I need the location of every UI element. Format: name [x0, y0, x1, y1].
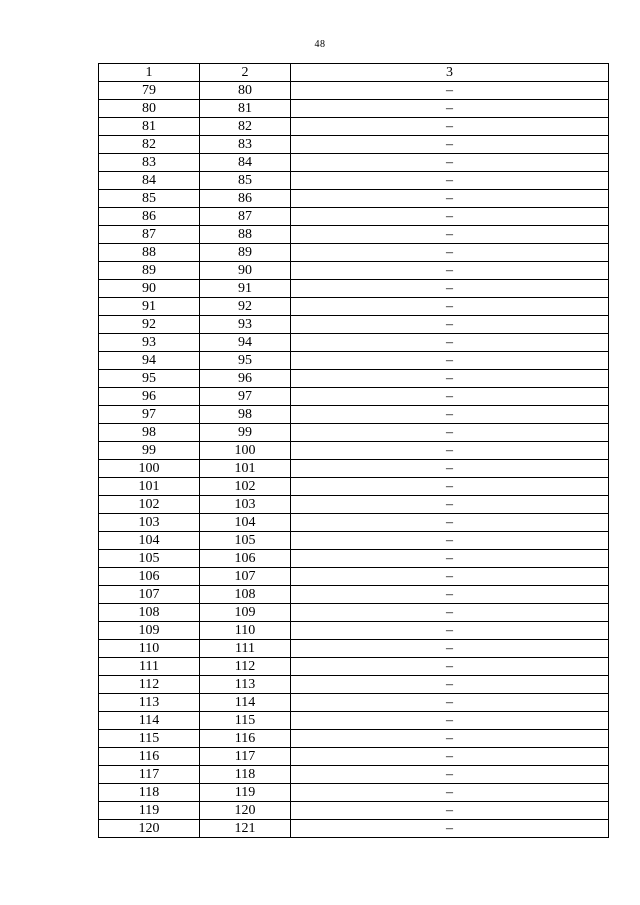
header-row: [99, 64, 609, 82]
table-cell-col-3: –: [291, 784, 609, 802]
table-cell-col-1: 79: [99, 82, 200, 100]
table-cell-col-2: 93: [200, 316, 291, 334]
table-row: [99, 658, 609, 676]
table-row: [99, 460, 609, 478]
table-cell-col-3: –: [291, 712, 609, 730]
table-cell-col-3: –: [291, 262, 609, 280]
table-cell-col-1: 106: [99, 568, 200, 586]
table-row: [99, 622, 609, 640]
table-cell-col-2: 85: [200, 172, 291, 190]
table-row: [99, 694, 609, 712]
table-cell-col-1: 85: [99, 190, 200, 208]
table-cell-col-2: 107: [200, 568, 291, 586]
table-cell-col-2: 82: [200, 118, 291, 136]
table-cell-col-3: –: [291, 694, 609, 712]
table-row: [99, 496, 609, 514]
table-cell-col-1: 94: [99, 352, 200, 370]
table-cell-col-1: 120: [99, 820, 200, 838]
table-cell-col-3: –: [291, 100, 609, 118]
table-cell-col-1: 103: [99, 514, 200, 532]
table-row: [99, 478, 609, 496]
table-row: [99, 730, 609, 748]
table-cell-col-3: –: [291, 370, 609, 388]
table-cell-col-1: 105: [99, 550, 200, 568]
table-row: [99, 244, 609, 262]
table-cell-col-1: 112: [99, 676, 200, 694]
table-row: [99, 82, 609, 100]
table-cell-col-2: 96: [200, 370, 291, 388]
table-row: [99, 712, 609, 730]
table-row: [99, 100, 609, 118]
table-cell-col-1: 81: [99, 118, 200, 136]
page-number: 48: [314, 39, 326, 50]
table-row: [99, 316, 609, 334]
table-cell-col-3: –: [291, 550, 609, 568]
table-cell-col-2: 108: [200, 586, 291, 604]
table-row: [99, 640, 609, 658]
table-cell-col-3: –: [291, 802, 609, 820]
table-cell-col-2: 95: [200, 352, 291, 370]
table-row: [99, 532, 609, 550]
table-cell-col-2: 97: [200, 388, 291, 406]
table-cell-col-1: 118: [99, 784, 200, 802]
table-cell-col-3: –: [291, 730, 609, 748]
table-row: [99, 550, 609, 568]
table-cell-col-3: –: [291, 190, 609, 208]
table-row: [99, 280, 609, 298]
table-cell-col-3: –: [291, 460, 609, 478]
table-row: [99, 136, 609, 154]
table-row: [99, 190, 609, 208]
table-cell-col-1: 96: [99, 388, 200, 406]
table-row: [99, 208, 609, 226]
table-cell-col-3: –: [291, 244, 609, 262]
table-cell-col-3: –: [291, 424, 609, 442]
table-cell-col-1: 116: [99, 748, 200, 766]
table-cell-col-3: –: [291, 172, 609, 190]
table-cell-col-3: –: [291, 568, 609, 586]
data-table: [98, 63, 609, 838]
table-row: [99, 388, 609, 406]
table-cell-col-3: –: [291, 820, 609, 838]
table-cell-col-3: –: [291, 208, 609, 226]
table-row: [99, 568, 609, 586]
table-row: [99, 118, 609, 136]
table-cell-col-1: 83: [99, 154, 200, 172]
table-cell-col-1: 109: [99, 622, 200, 640]
table-cell-col-1: 98: [99, 424, 200, 442]
table-cell-col-1: 101: [99, 478, 200, 496]
table-row: [99, 406, 609, 424]
table-cell-col-3: –: [291, 478, 609, 496]
table-cell-col-3: –: [291, 676, 609, 694]
table-cell-col-1: 91: [99, 298, 200, 316]
table-cell-col-1: 87: [99, 226, 200, 244]
table-cell-col-1: 115: [99, 730, 200, 748]
column-header-3: 3: [291, 64, 609, 82]
table-cell-col-2: 101: [200, 460, 291, 478]
table-row: [99, 802, 609, 820]
table-row: [99, 424, 609, 442]
table-cell-col-2: 104: [200, 514, 291, 532]
table-cell-col-2: 109: [200, 604, 291, 622]
table-cell-col-3: –: [291, 442, 609, 460]
table-cell-col-3: –: [291, 514, 609, 532]
table-cell-col-3: –: [291, 334, 609, 352]
table-cell-col-2: 81: [200, 100, 291, 118]
table-cell-col-3: –: [291, 748, 609, 766]
table-cell-col-2: 80: [200, 82, 291, 100]
table-cell-col-1: 100: [99, 460, 200, 478]
table-row: [99, 226, 609, 244]
table-cell-col-2: 113: [200, 676, 291, 694]
column-header-1: 1: [99, 64, 200, 82]
table-row: [99, 352, 609, 370]
table-cell-col-1: 88: [99, 244, 200, 262]
table-cell-col-3: –: [291, 82, 609, 100]
table-cell-col-2: 115: [200, 712, 291, 730]
table-cell-col-3: –: [291, 496, 609, 514]
table-cell-col-1: 97: [99, 406, 200, 424]
table-cell-col-3: –: [291, 658, 609, 676]
table-cell-col-2: 117: [200, 748, 291, 766]
table-cell-col-2: 86: [200, 190, 291, 208]
table-body: [99, 82, 609, 838]
table-cell-col-1: 108: [99, 604, 200, 622]
table-cell-col-2: 100: [200, 442, 291, 460]
table-cell-col-1: 111: [99, 658, 200, 676]
table-row: [99, 370, 609, 388]
table-cell-col-3: –: [291, 280, 609, 298]
table-cell-col-2: 89: [200, 244, 291, 262]
table-cell-col-1: 102: [99, 496, 200, 514]
table-cell-col-3: –: [291, 316, 609, 334]
table-row: [99, 334, 609, 352]
table-cell-col-1: 84: [99, 172, 200, 190]
table-cell-col-3: –: [291, 226, 609, 244]
table-row: [99, 766, 609, 784]
table-cell-col-3: –: [291, 604, 609, 622]
table-row: [99, 172, 609, 190]
table-cell-col-2: 102: [200, 478, 291, 496]
table-cell-col-2: 119: [200, 784, 291, 802]
table-row: [99, 154, 609, 172]
table-cell-col-1: 82: [99, 136, 200, 154]
table-row: [99, 748, 609, 766]
table-cell-col-2: 120: [200, 802, 291, 820]
table-cell-col-3: –: [291, 586, 609, 604]
table-cell-col-3: –: [291, 406, 609, 424]
table-cell-col-1: 95: [99, 370, 200, 388]
table-cell-col-1: 110: [99, 640, 200, 658]
table-cell-col-1: 117: [99, 766, 200, 784]
table-row: [99, 442, 609, 460]
table-cell-col-2: 121: [200, 820, 291, 838]
table-cell-col-2: 105: [200, 532, 291, 550]
table-cell-col-1: 90: [99, 280, 200, 298]
table-cell-col-1: 86: [99, 208, 200, 226]
table-cell-col-2: 99: [200, 424, 291, 442]
table-cell-col-1: 113: [99, 694, 200, 712]
table-row: [99, 676, 609, 694]
table-cell-col-2: 90: [200, 262, 291, 280]
table-row: [99, 262, 609, 280]
column-header-2: 2: [200, 64, 291, 82]
table-row: [99, 586, 609, 604]
table-cell-col-1: 107: [99, 586, 200, 604]
table-cell-col-3: –: [291, 532, 609, 550]
table-cell-col-1: 119: [99, 802, 200, 820]
table-cell-col-3: –: [291, 640, 609, 658]
table-cell-col-2: 98: [200, 406, 291, 424]
table-cell-col-1: 93: [99, 334, 200, 352]
table-row: [99, 298, 609, 316]
table-cell-col-2: 91: [200, 280, 291, 298]
table-cell-col-2: 106: [200, 550, 291, 568]
table-cell-col-1: 92: [99, 316, 200, 334]
table-cell-col-3: –: [291, 118, 609, 136]
table-cell-col-3: –: [291, 136, 609, 154]
table-cell-col-2: 112: [200, 658, 291, 676]
table-cell-col-3: –: [291, 352, 609, 370]
table-cell-col-2: 88: [200, 226, 291, 244]
table-cell-col-1: 99: [99, 442, 200, 460]
table-cell-col-2: 94: [200, 334, 291, 352]
table-cell-col-2: 92: [200, 298, 291, 316]
table-row: [99, 784, 609, 802]
table-cell-col-2: 87: [200, 208, 291, 226]
table-cell-col-2: 118: [200, 766, 291, 784]
table-cell-col-3: –: [291, 298, 609, 316]
table-cell-col-2: 111: [200, 640, 291, 658]
table-cell-col-3: –: [291, 766, 609, 784]
table-cell-col-2: 116: [200, 730, 291, 748]
table-row: [99, 514, 609, 532]
table-cell-col-3: –: [291, 622, 609, 640]
table-cell-col-1: 114: [99, 712, 200, 730]
table-row: [99, 820, 609, 838]
table-cell-col-3: –: [291, 154, 609, 172]
table-row: [99, 604, 609, 622]
table-cell-col-1: 89: [99, 262, 200, 280]
table-cell-col-3: –: [291, 388, 609, 406]
table-cell-col-2: 110: [200, 622, 291, 640]
table-cell-col-2: 83: [200, 136, 291, 154]
table-header: [99, 64, 609, 82]
table-cell-col-2: 103: [200, 496, 291, 514]
table-cell-col-2: 84: [200, 154, 291, 172]
table-cell-col-2: 114: [200, 694, 291, 712]
table-cell-col-1: 80: [99, 100, 200, 118]
table-cell-col-1: 104: [99, 532, 200, 550]
